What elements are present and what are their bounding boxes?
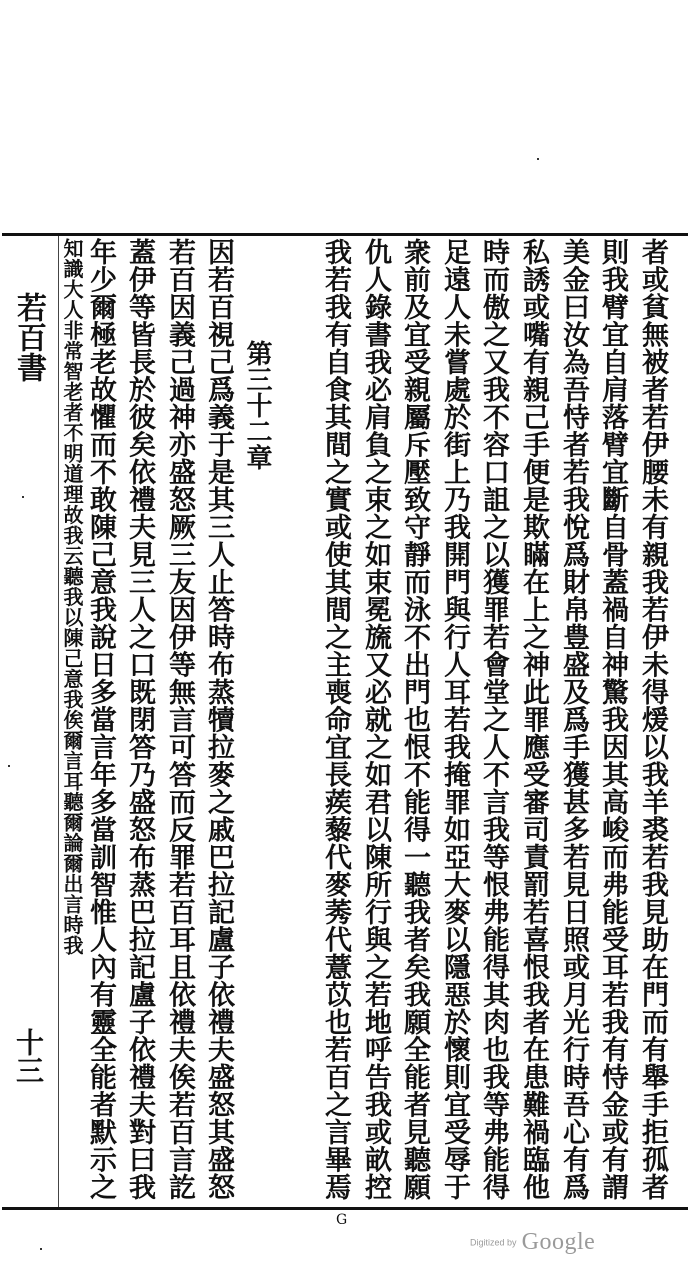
chapter-heading: 第三十二章 <box>242 340 272 470</box>
text-column: 蓋伊等皆長於彼矣依禮夫見三人之口既閉答乃盛怒布蒸巴拉記盧子依禮夫對曰我 <box>124 238 155 1201</box>
watermark-prefix: Digitized by <box>470 1237 517 1248</box>
scan-speck <box>537 158 539 160</box>
scan-speck <box>22 496 24 498</box>
watermark-logo: Google <box>521 1229 596 1255</box>
text-column: 足遠人未嘗處於街上乃我開門與行人耳若我掩罪如亞大麥以隱惡於懷則宜受辱于 <box>439 238 470 1201</box>
text-column: 年少爾極老故懼而不敢陳己意我說日多當言年多當訓智惟人內有靈全能者默示之 <box>85 238 116 1201</box>
top-border-rule <box>2 233 688 236</box>
page-number: 十三 <box>12 1028 45 1084</box>
bottom-border-rule <box>2 1207 688 1210</box>
scan-speck <box>8 765 10 767</box>
text-column: 則我臂宜自肩落臂宜斷自骨蓋禍自神驚我因其高峻而弗能受耳若我有恃金或有謂 <box>597 238 628 1201</box>
text-column: 美金曰汝為吾恃者若我悅爲財帛豊盛及爲手獲甚多若見日照或月光行時吾心有爲 <box>558 238 589 1201</box>
text-column: 私誘或嘴有親己手便是欺瞞在上之神此罪應受審司責罰若喜恨我者在患難禍臨他 <box>518 238 549 1201</box>
text-column: 時而傲之又我不容口詛之以獲罪若會堂之人不言我等恨弗能得其肉也我等弗能得 <box>478 238 509 1201</box>
text-column: 因若百視己爲義于是其三人止答時布蒸犢拉麥之戚巴拉記盧子依禮夫盛怒其盛怒 <box>203 238 234 1201</box>
text-column: 知識大人非常智老者不明道理故我云聽我以陳己意我俟爾言耳聽爾論爾出言時我 <box>60 238 84 956</box>
signature-mark: G <box>336 1212 348 1228</box>
text-column: 者或貧無被者若伊腰未有親我若伊未得煖以我羊裘若我見助在門而有舉手拒孤者 <box>637 238 668 1201</box>
digitization-watermark <box>470 1229 595 1256</box>
scan-speck <box>40 1248 42 1250</box>
text-column: 仇人錄書我必肩負之束之如束冕旒又必就之如君以陳所行與之若地呼告我或畝控 <box>360 238 391 1201</box>
margin-divider <box>58 236 59 1207</box>
text-column: 若百因義己過神亦盛怒厥三友因伊等無言可答而反罪若百耳且依禮夫俟若百言訖 <box>164 238 195 1201</box>
text-column: 我若我有自食其間之實或使其間之主喪命宜長蒺藜代麥莠代薏苡也若百之言畢焉 <box>320 238 351 1201</box>
running-title: 若百書 <box>11 292 46 382</box>
text-column: 衆前及宜受親屬斥壓致守靜而泳不出門也恨不能得一聽我者矣我願全能者見聽願 <box>399 238 430 1201</box>
